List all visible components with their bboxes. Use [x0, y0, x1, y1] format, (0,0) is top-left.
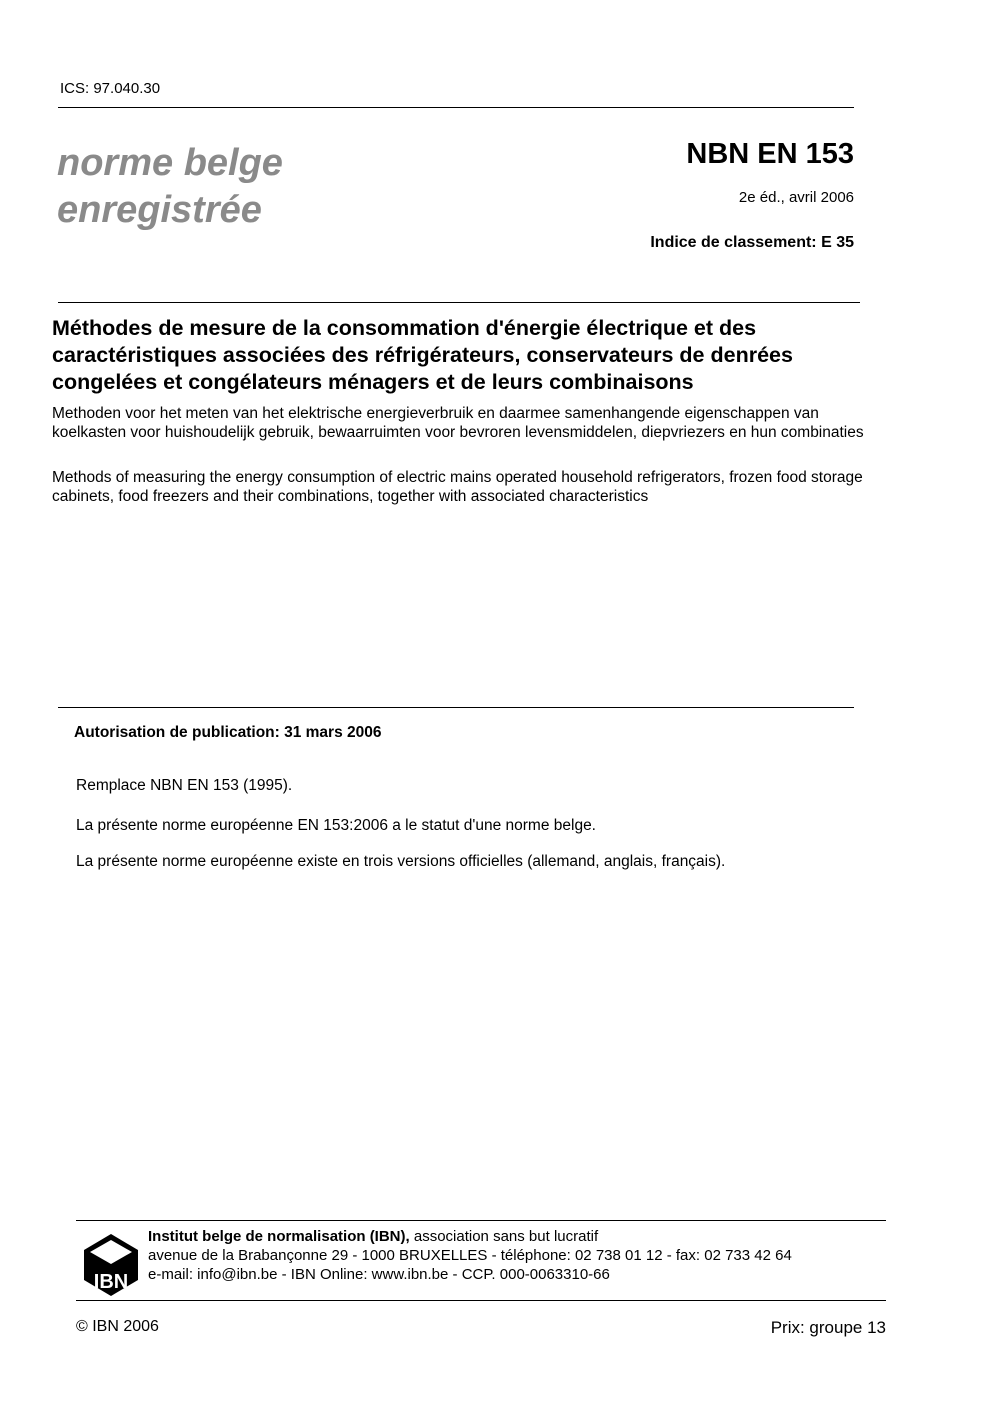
edition-date: 2e éd., avril 2006 [738, 189, 854, 206]
ibn-logo-icon [82, 1232, 140, 1298]
institute-contact: e-mail: info@ibn.be - IBN Online: www.ibn.be - CCP. 000-0063310-66 [148, 1266, 610, 1283]
title-divider [58, 302, 860, 303]
footer-top-divider [76, 1220, 886, 1221]
replaces-note: Remplace NBN EN 153 (1995). [76, 777, 293, 794]
status-note: La présente norme européenne EN 153:2006 a le statut d'une norme belge. [76, 817, 596, 834]
institute-description: association sans but lucratif [413, 1228, 599, 1245]
french-title: Méthodes de mesure de la consommation d'énergie électrique et des caractéristiques associées des réfrigérateurs, conservateurs de denrées congelées et congélateurs ménagers et de leurs combinaisons [52, 316, 793, 394]
institute-address: avenue de la Brabançonne 29 - 1000 BRUXELLES - téléphone: 02 738 01 12 - fax: 02 733 42 64 [148, 1247, 792, 1264]
institute-name: Institut belge de normalisation (IBN), [148, 1228, 410, 1245]
publication-authorization: Autorisation de publication: 31 mars 2006 [74, 724, 382, 741]
document-number: NBN EN 153 [686, 138, 854, 170]
footer-bottom-divider [76, 1300, 886, 1301]
classification-index: Indice de classement: E 35 [650, 234, 854, 251]
institute-info [148, 1227, 792, 1284]
price-group: Prix: groupe 13 [770, 1318, 886, 1337]
dutch-title: Methoden voor het meten van het elektrische energieverbruik en daarmee samenhangende eigenschappen van koelkasten voor huishoudelijk gebruik, bewaarruimten voor bevroren levensmiddelen, diepvriezers en hun combinaties [52, 405, 864, 441]
copyright: © IBN 2006 [76, 1318, 159, 1335]
norm-status-line-1: norme belge [57, 142, 283, 184]
publication-divider [58, 707, 854, 708]
norm-status-line-2: enregistrée [57, 189, 262, 231]
english-title: Methods of measuring the energy consumption of electric mains operated household refrigerators, frozen food storage cabinets, food freezers and their combinations, together with associated characteristics [52, 469, 863, 505]
versions-note: La présente norme européenne existe en trois versions officielles (allemand, anglais, français). [76, 853, 726, 870]
ibn-logo-text: IBN [93, 1271, 129, 1293]
top-divider [58, 107, 854, 108]
ics-code: ICS: 97.040.30 [60, 80, 161, 97]
norm-status-title [57, 140, 283, 234]
